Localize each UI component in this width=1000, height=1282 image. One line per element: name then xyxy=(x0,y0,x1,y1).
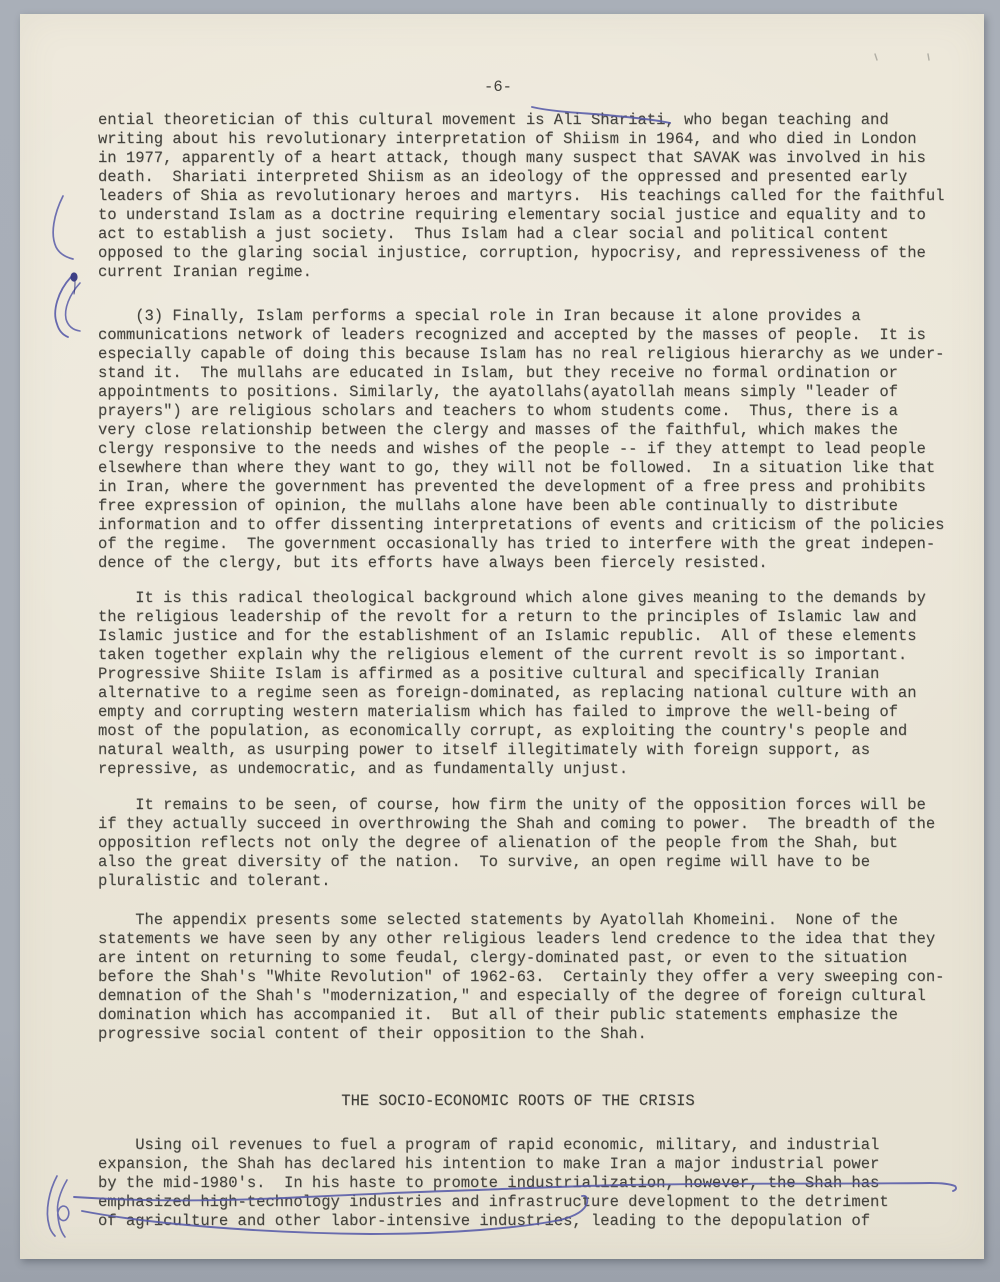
text-line: current Iranian regime. xyxy=(98,263,312,281)
text-line: statements we have seen by any other religious leaders lend credence to the idea that they xyxy=(98,930,936,948)
text-line: to understand Islam as a doctrine requiring elementary social justice and equality and to xyxy=(98,206,926,224)
text-line: expansion, the Shah has declared his intention to make Iran a major industrial power xyxy=(98,1155,880,1173)
text-line: stand it. The mullahs are educated in Islam, but they receive no formal ordination or xyxy=(98,364,898,382)
text-line: repressive, as undemocratic, and as fundamentally unjust. xyxy=(98,760,629,778)
paragraph xyxy=(98,796,970,891)
paragraph xyxy=(98,1136,970,1231)
text-line: information and to offer dissenting interpretations of events and criticism of the policies xyxy=(98,516,945,534)
text-line: are intent on returning to some feudal, clergy-dominated past, or even to the situation xyxy=(98,949,908,967)
paragraph xyxy=(98,589,970,779)
text-line: Islamic justice and for the establishment of an Islamic republic. All of these elements xyxy=(98,627,917,645)
text-line: It remains to be seen, of course, how firm the unity of the opposition forces will be xyxy=(98,796,926,814)
paragraph xyxy=(98,307,970,573)
text-line: of the regime. The government occasionally has tried to interfere with the great indepen- xyxy=(98,535,936,553)
text-line: pluralistic and tolerant. xyxy=(98,872,331,890)
text-line: death. Shariati interpreted Shiism as an ideology of the oppressed and presented early xyxy=(98,168,908,186)
text-line: of agriculture and other labor-intensive industries, leading to the depopulation of xyxy=(98,1212,871,1230)
document-page xyxy=(20,14,984,1259)
text-line: act to establish a just society. Thus Islam had a clear social and political content xyxy=(98,225,889,243)
text-line: if they actually succeed in overthrowing the Shah and coming to power. The breadth of the xyxy=(98,815,936,833)
text-line: the religious leadership of the revolt for a return to the principles of Islamic law and xyxy=(98,608,917,626)
text-line: emphasized high-technology industries and infrastructure development to the detriment xyxy=(98,1193,889,1211)
section-heading xyxy=(98,1092,970,1111)
text-line: It is this radical theological background which alone gives meaning to the demands by xyxy=(98,589,926,607)
text-line: opposed to the glaring social injustice, corruption, hypocrisy, and repressiveness of the xyxy=(98,244,926,262)
text-line: elsewhere than where they want to go, they will not be followed. In a situation like that xyxy=(98,459,936,477)
paragraph xyxy=(98,111,970,282)
paragraph xyxy=(98,911,970,1044)
text-line: in Iran, where the government has prevented the development of a free press and prohibits xyxy=(98,478,926,496)
text-line: in 1977, apparently of a heart attack, though many suspect that SAVAK was involved in his xyxy=(98,149,926,167)
text-line: by the mid-1980's. In his haste to promote industrialization, however, the Shah has xyxy=(98,1174,880,1192)
page-number: -6- xyxy=(484,78,512,96)
text-line: prayers") are religious scholars and teachers to whom students come. Thus, there is a xyxy=(98,402,898,420)
text-line: dence of the clergy, but its efforts have always been fiercely resisted. xyxy=(98,554,768,572)
text-line: especially capable of doing this because Islam has no real religious hierarchy as we under- xyxy=(98,345,945,363)
text-line: very close relationship between the clergy and masses of the faithful, which makes the xyxy=(98,421,898,439)
text-line: opposition reflects not only the degree of alienation of the people from the Shah, but xyxy=(98,834,898,852)
text-line: taken together explain why the religious element of the current revolt is so important. xyxy=(98,646,908,664)
text-line: empty and corrupting western materialism which has failed to improve the well-being of xyxy=(98,703,898,721)
text-line: most of the population, as economically corrupt, as exploiting the country's people and xyxy=(98,722,908,740)
text-line: appointments to positions. Similarly, the ayatollahs(ayatollah means simply "leader of xyxy=(98,383,898,401)
text-line: (3) Finally, Islam performs a special role in Iran because it alone provides a xyxy=(98,307,861,325)
text-line: natural wealth, as usurping power to itself illegitimately with foreign support, as xyxy=(98,741,871,759)
text-line: domination which has accompanied it. But all of their public statements emphasize the xyxy=(98,1006,898,1024)
text-line: ential theoretician of this cultural movement is Ali Shariati, who began teaching and xyxy=(98,111,889,129)
text-line: writing about his revolutionary interpretation of Shiism in 1964, and who died in London xyxy=(98,130,917,148)
text-line: alternative to a regime seen as foreign-dominated, as replacing national culture with an xyxy=(98,684,917,702)
text-line: THE SOCIO-ECONOMIC ROOTS OF THE CRISIS xyxy=(341,1092,695,1110)
text-line: leaders of Shia as revolutionary heroes and martyrs. His teachings called for the faithful xyxy=(98,187,945,205)
text-line: demnation of the Shah's "modernization," and especially of the degree of foreign cultural xyxy=(98,987,926,1005)
text-line: before the Shah's "White Revolution" of 1962-63. Certainly they offer a very sweeping con- xyxy=(98,968,945,986)
text-line: communications network of leaders recognized and accepted by the masses of people. It is xyxy=(98,326,926,344)
text-line: The appendix presents some selected statements by Ayatollah Khomeini. None of the xyxy=(98,911,898,929)
text-line: clergy responsive to the needs and wishes of the people -- if they attempt to lead people xyxy=(98,440,926,458)
text-line: also the great diversity of the nation. To survive, an open regime will have to be xyxy=(98,853,871,871)
text-line: Using oil revenues to fuel a program of rapid economic, military, and industrial xyxy=(98,1136,880,1154)
text-line: free expression of opinion, the mullahs alone have been able continually to distribute xyxy=(98,497,898,515)
text-column xyxy=(98,111,970,1231)
text-line: Progressive Shiite Islam is affirmed as a positive cultural and specifically Iranian xyxy=(98,665,880,683)
text-line: progressive social content of their opposition to the Shah. xyxy=(98,1025,647,1043)
